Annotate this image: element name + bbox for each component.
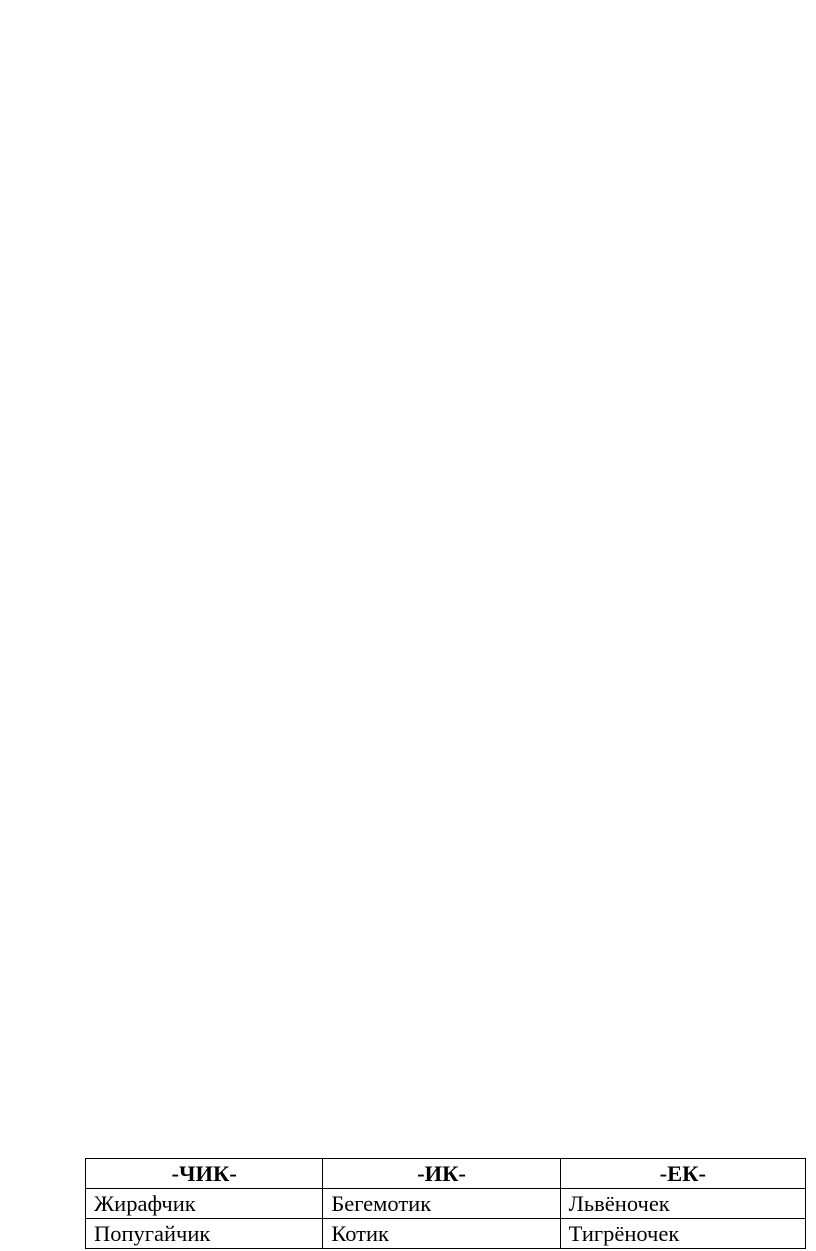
table-header: -ЕК-	[560, 1159, 805, 1189]
suffix-table	[85, 1158, 806, 1249]
table-header: -ИК-	[323, 1159, 560, 1189]
table-cell: Котик	[323, 1219, 560, 1249]
table-cell: Жирафчик	[86, 1189, 323, 1219]
table-cell: Попугайчик	[86, 1219, 323, 1249]
table-cell: Бегемотик	[323, 1189, 560, 1219]
table-header-row	[86, 1159, 806, 1189]
table-cell: Тигрёночек	[560, 1219, 805, 1249]
table-header: -ЧИК-	[86, 1159, 323, 1189]
table-cell: Львёночек	[560, 1189, 805, 1219]
table-row	[86, 1189, 806, 1219]
table-row	[86, 1219, 806, 1249]
